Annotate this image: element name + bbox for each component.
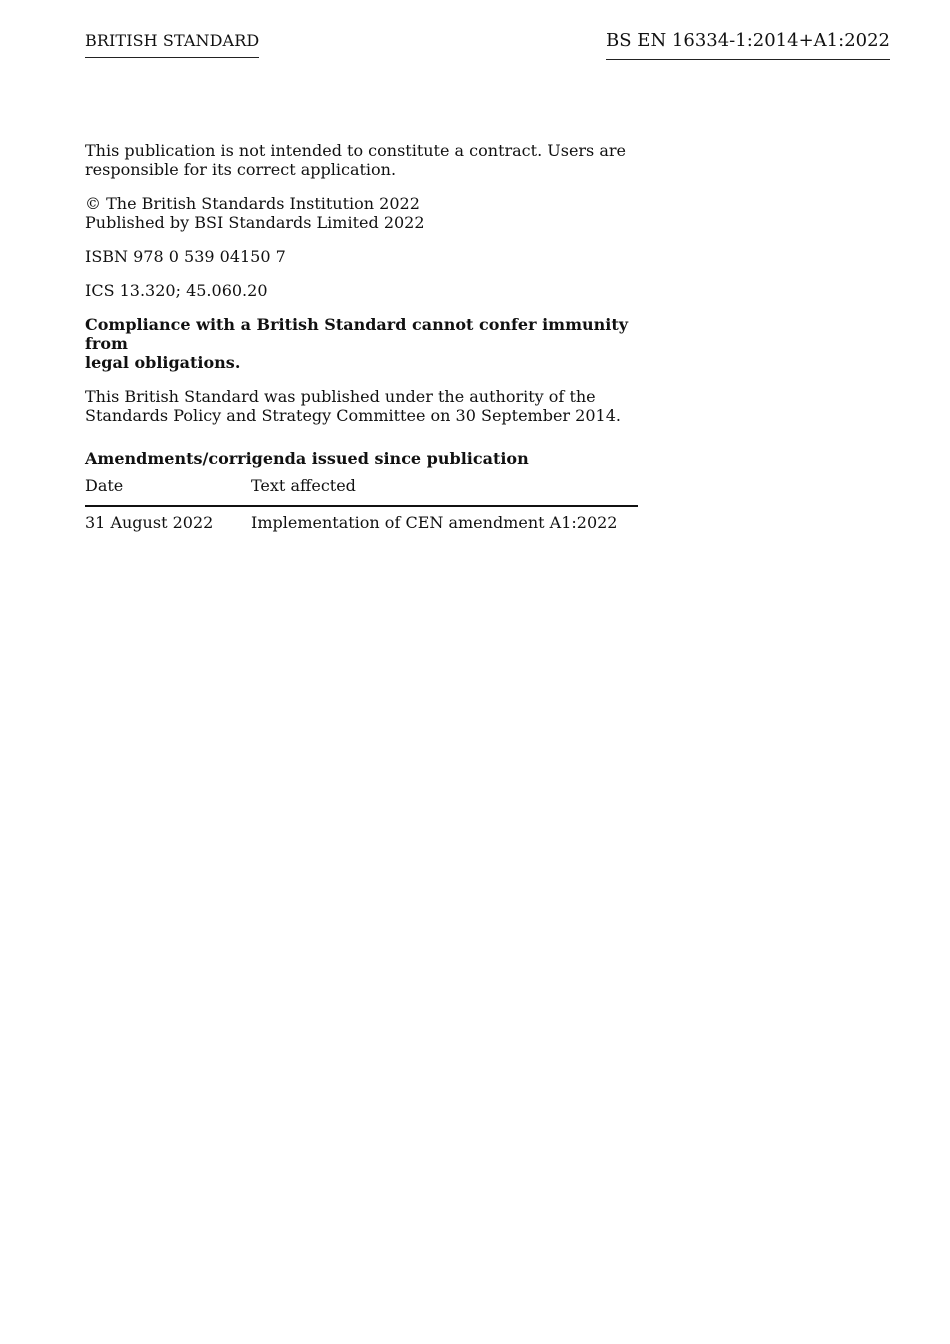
contract-notice <box>85 141 638 179</box>
amendment-date: 31 August 2022 <box>85 513 214 532</box>
copyright-line: © The British Standards Institution 2022 <box>85 194 420 213</box>
compliance-line: Compliance with a British Standard cannot confer immunity from <box>85 315 629 353</box>
column-header-text-affected: Text affected <box>251 476 638 506</box>
amendment-text-affected: Implementation of CEN amendment A1:2022 <box>251 513 618 532</box>
authority-statement <box>85 387 638 425</box>
column-header-date: Date <box>85 476 251 506</box>
authority-line: This British Standard was published under the authority of the <box>85 387 596 406</box>
contract-notice-line: responsible for its correct application. <box>85 160 397 179</box>
isbn: ISBN 978 0 539 04150 7 <box>85 247 286 266</box>
table-row <box>85 506 638 532</box>
compliance-statement <box>85 315 638 372</box>
amendments-title: Amendments/corrigenda issued since publication <box>85 449 529 468</box>
header-standard-number: BS EN 16334-1:2014+A1:2022 <box>606 30 890 60</box>
amendments-table <box>85 476 638 532</box>
contract-notice-line: This publication is not intended to constitute a contract. Users are <box>85 141 627 160</box>
publisher-line: Published by BSI Standards Limited 2022 <box>85 213 425 232</box>
compliance-line: legal obligations. <box>85 353 241 372</box>
amendments-header-row <box>85 476 638 506</box>
copyright-notice <box>85 194 638 232</box>
authority-line: Standards Policy and Strategy Committee on 30 September 2014. <box>85 406 621 425</box>
header-publisher: BRITISH STANDARD <box>85 31 259 58</box>
imprint-content <box>85 141 638 532</box>
ics-codes: ICS 13.320; 45.060.20 <box>85 281 268 300</box>
